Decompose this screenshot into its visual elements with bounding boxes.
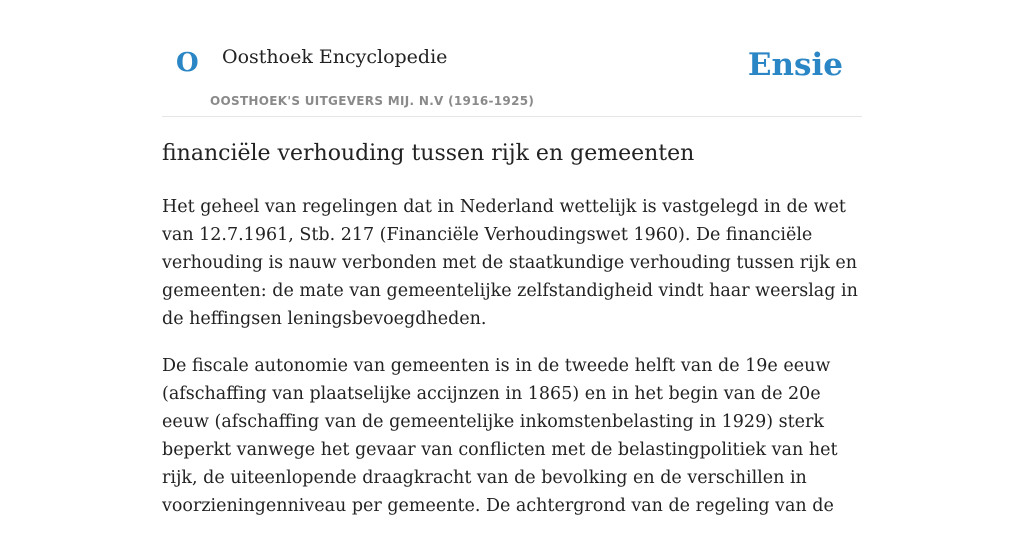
page-container xyxy=(162,0,862,516)
entry-body xyxy=(162,193,862,539)
entry-paragraph: Het geheel van regelingen dat in Nederland wettelijk is vastgelegd in de wet van 12.7.1961, Stb. 217 (Financiële Verhoudingswet 1960). De financiële verhouding is nauw verbonden met de staatkundige verhouding tussen rijk en gemeenten: de mate van gemeentelijke zelfstandigheid vindt haar weerslag in de heffingsen leningsbevoegdheden. xyxy=(162,197,858,329)
site-title[interactable]: Oosthoek Encyclopedie xyxy=(222,46,448,68)
ensie-brand-link[interactable]: Ensie xyxy=(747,47,843,83)
entry-paragraph: De fiscale autonomie van gemeenten is in de tweede helft van de 19e eeuw (afschaffing van plaatselijke accijnzen in 1865) en in het begin van de 20e eeuw (afschaffing van de gemeentelijke inkomstenbelasting in 1929) sterk beperkt vanwege het gevaar van conflicten met de belastingpolitiek van het rijk, de uiteenlopende draagkracht van de bevolking en de verschillen in voorzieningenniveau per gemeente. De achtergrond van de regeling van de xyxy=(162,356,838,516)
publisher-subtitle: OOSTHOEK'S UITGEVERS MIJ. N.V (1916-1925) xyxy=(210,94,535,108)
logo-mark[interactable]: O xyxy=(176,48,199,78)
site-header xyxy=(162,0,862,117)
entry-title: financiële verhouding tussen rijk en gemeenten xyxy=(162,141,695,166)
